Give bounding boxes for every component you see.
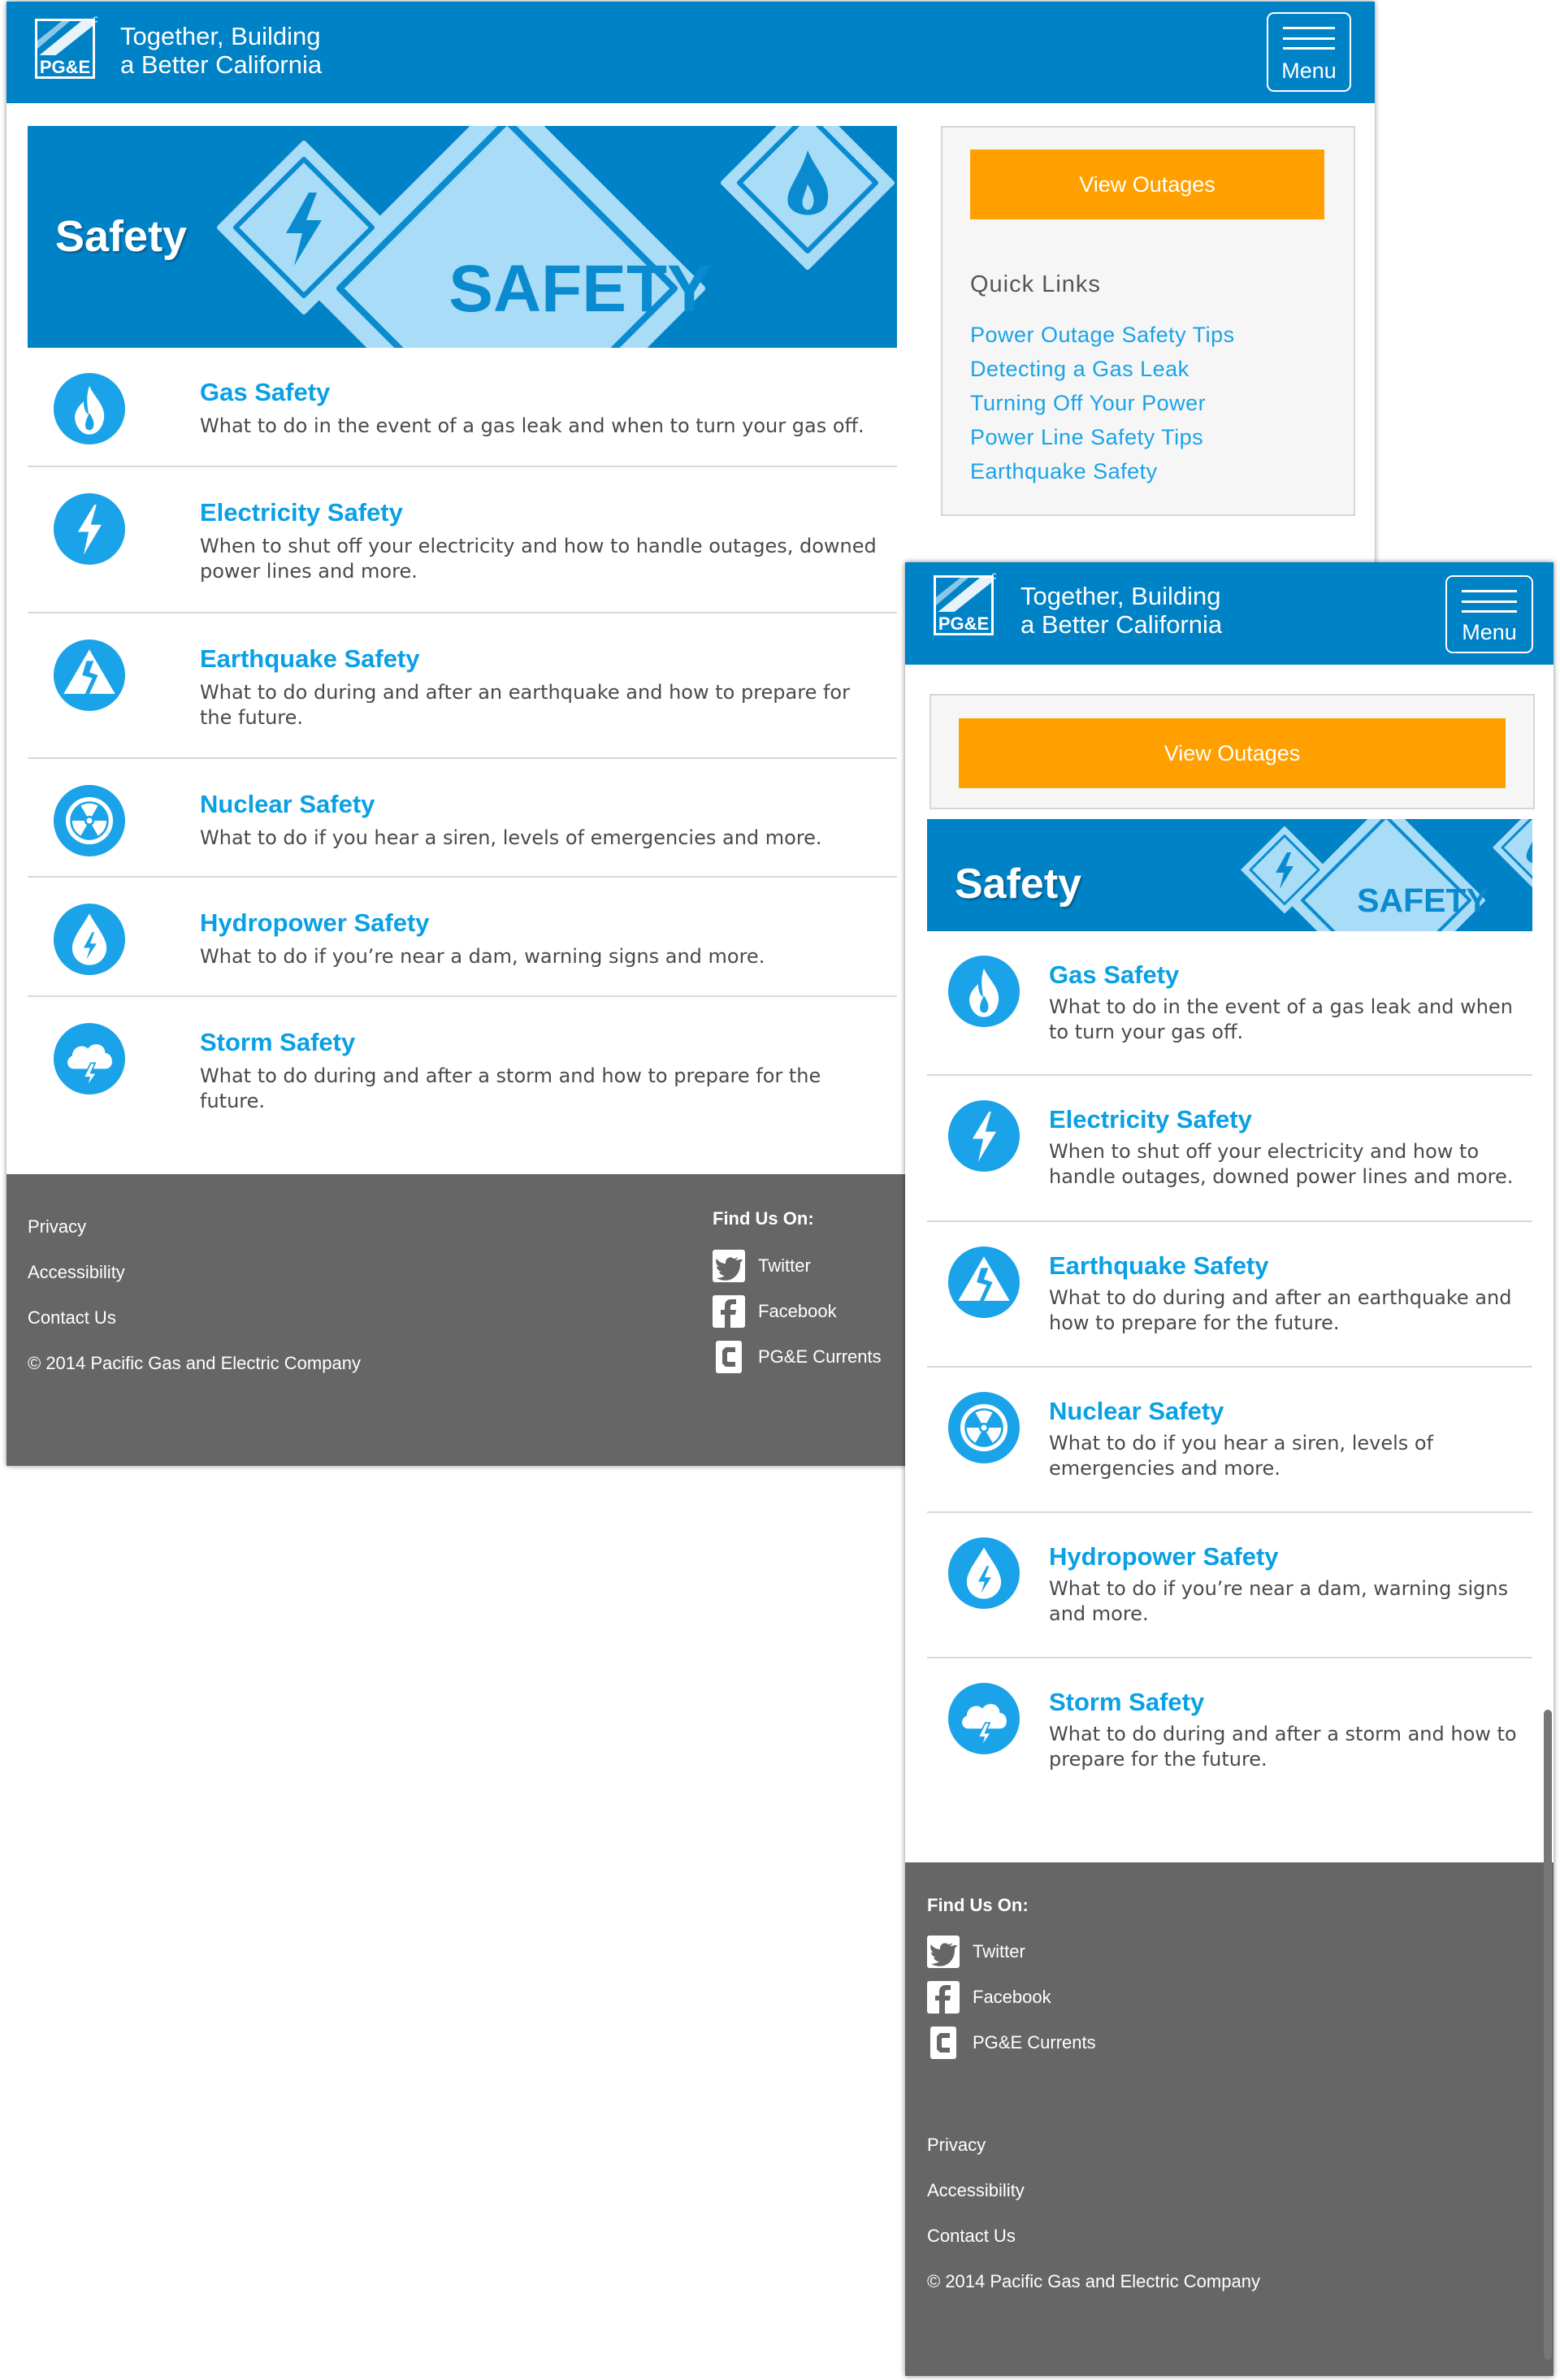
safety-item-description: What to do if you’re near a dam, warning signs and more. [200,945,765,968]
hamburger-icon [1283,27,1335,50]
social-link-pg-e-currents[interactable] [713,1341,882,1373]
social-link-twitter[interactable] [927,1936,1025,1968]
social-link-facebook[interactable] [713,1295,837,1328]
social-link-twitter[interactable] [713,1250,811,1282]
water-drop-icon [948,1537,1020,1609]
safety-item[interactable] [28,467,897,613]
lightning-icon [54,493,125,565]
safety-item[interactable] [28,759,897,878]
safety-item-title[interactable]: Electricity Safety [200,498,403,527]
safety-item-title[interactable]: Storm Safety [200,1028,356,1056]
safety-item-title[interactable]: Earthquake Safety [200,644,420,673]
footer-link-privacy[interactable]: Privacy [28,1216,87,1237]
sign-text: SAFETY [1357,882,1488,919]
copyright: © 2014 Pacific Gas and Electric Company [927,2271,1260,2291]
quick-link[interactable]: Turning Off Your Power [970,391,1207,415]
social-label: Twitter [758,1255,811,1276]
outages-panel [930,694,1535,809]
hamburger-icon [1462,590,1517,613]
logo-text: PG&E [39,57,91,77]
safety-item[interactable] [28,613,897,759]
safety-item-description: What to do during and after an earthquake and how to prepare for the future. [1049,1286,1512,1335]
twitter-icon [927,1936,960,1968]
safety-item-title[interactable]: Hydropower Safety [1049,1542,1279,1571]
footer-link-contact[interactable]: Contact Us [28,1307,116,1328]
safety-item-description: When to shut off your electricity and how to handle outages, downed power lines and more. [1049,1140,1514,1189]
safety-item[interactable] [28,997,897,1160]
safety-banner [927,819,1532,931]
twitter-icon [713,1250,745,1282]
facebook-icon [713,1295,745,1328]
lightning-icon [948,1100,1020,1172]
social-link-pg-e-currents[interactable] [927,2027,1096,2059]
view-outages-button[interactable]: View Outages [959,718,1506,788]
banner-title: Safety [55,212,188,261]
copyright: © 2014 Pacific Gas and Electric Company [28,1353,361,1373]
safety-item-title[interactable]: Gas Safety [200,378,331,406]
safety-item-description: What to do in the event of a gas leak and when to turn your gas off. [1049,995,1513,1044]
tagline-line2: a Better California [1020,610,1223,639]
site-footer [905,1862,1554,2376]
safety-item-description: What to do during and after a storm and how to prepare for the future. [1049,1723,1517,1771]
tagline-line1: Together, Building [120,22,321,50]
footer-link-accessibility[interactable]: Accessibility [28,1262,125,1282]
safety-item-description: What to do if you hear a siren, levels of emergencies and more. [200,826,822,849]
menu-label: Menu [1281,59,1337,83]
quick-link[interactable]: Power Outage Safety Tips [970,323,1235,347]
menu-label: Menu [1462,620,1517,644]
storm-cloud-icon [54,1023,125,1095]
safety-item[interactable] [28,878,897,997]
logo-text: PG&E [938,613,990,634]
safety-item-title[interactable]: Nuclear Safety [200,790,375,818]
earthquake-icon [948,1246,1020,1318]
banner-title: Safety [955,861,1082,908]
view-outages-button[interactable]: View Outages [970,150,1324,219]
safety-item-description: When to shut off your electricity and how to handle outages, downed power lines and more. [200,535,877,583]
storm-cloud-icon [948,1683,1020,1754]
safety-item-title[interactable]: Nuclear Safety [1049,1397,1224,1425]
safety-item-title[interactable]: Gas Safety [1049,960,1180,989]
footer-link-accessibility[interactable]: Accessibility [927,2180,1025,2200]
find-us-title: Find Us On: [713,1208,814,1229]
site-header [6,2,1375,103]
quick-link[interactable]: Detecting a Gas Leak [970,357,1190,381]
sign-text: SAFETY [448,252,712,326]
flame-icon [948,956,1020,1027]
footer-link-privacy[interactable]: Privacy [927,2135,986,2155]
safety-banner [28,126,897,348]
social-label: PG&E Currents [758,1346,882,1367]
currents-icon [713,1341,745,1373]
water-drop-icon [54,904,125,975]
safety-item-description: What to do during and after a storm and how to prepare for the future. [200,1064,821,1113]
safety-item[interactable] [927,1076,1532,1222]
quick-link[interactable]: Earthquake Safety [970,459,1158,483]
safety-item-title[interactable]: Hydropower Safety [200,908,430,937]
tagline [1020,582,1222,639]
social-label: PG&E Currents [973,2032,1096,2053]
quick-links-list [970,323,1235,493]
social-label: Facebook [973,1987,1051,2007]
safety-item-description: What to do if you’re near a dam, warning signs and more. [1049,1577,1509,1626]
quick-links-title: Quick Links [970,271,1101,297]
mobile-view [905,562,1554,2376]
tagline-line2: a Better California [120,50,323,80]
social-label: Facebook [758,1301,837,1321]
tagline-line1: Together, Building [1020,582,1221,610]
find-us-title: Find Us On: [927,1895,1029,1915]
radiation-icon [54,785,125,856]
quick-link[interactable]: Power Line Safety Tips [970,425,1204,449]
safety-item-description: What to do if you hear a siren, levels of emergencies and more. [1049,1432,1434,1480]
menu-button[interactable] [1267,12,1351,92]
scrollbar[interactable] [1544,1710,1552,2360]
safety-item[interactable] [927,931,1532,1076]
currents-icon [927,2027,960,2059]
flame-icon [54,373,125,444]
pge-logo[interactable] [931,573,996,638]
safety-item-description: What to do during and after an earthquake and how to prepare for the future. [200,681,850,730]
safety-item-title[interactable]: Earthquake Safety [1049,1251,1269,1280]
safety-item[interactable] [28,347,897,467]
earthquake-icon [54,639,125,711]
safety-item-description: What to do in the event of a gas leak and when to turn your gas off. [200,414,864,437]
radiation-icon [948,1392,1020,1463]
facebook-icon [927,1981,960,2014]
safety-item-title[interactable]: Storm Safety [1049,1688,1205,1716]
menu-button[interactable] [1445,575,1533,653]
social-label: Twitter [973,1941,1025,1962]
pge-logo[interactable] [32,16,98,81]
social-link-facebook[interactable] [927,1981,1051,2014]
quick-links-panel [941,126,1355,516]
site-header [905,562,1554,665]
tagline [120,22,322,80]
safety-item[interactable] [927,1513,1532,1658]
safety-item[interactable] [927,1658,1532,1821]
safety-item-title[interactable]: Electricity Safety [1049,1105,1252,1134]
footer-link-contact[interactable]: Contact Us [927,2226,1016,2246]
safety-item[interactable] [927,1368,1532,1513]
safety-item[interactable] [927,1222,1532,1368]
